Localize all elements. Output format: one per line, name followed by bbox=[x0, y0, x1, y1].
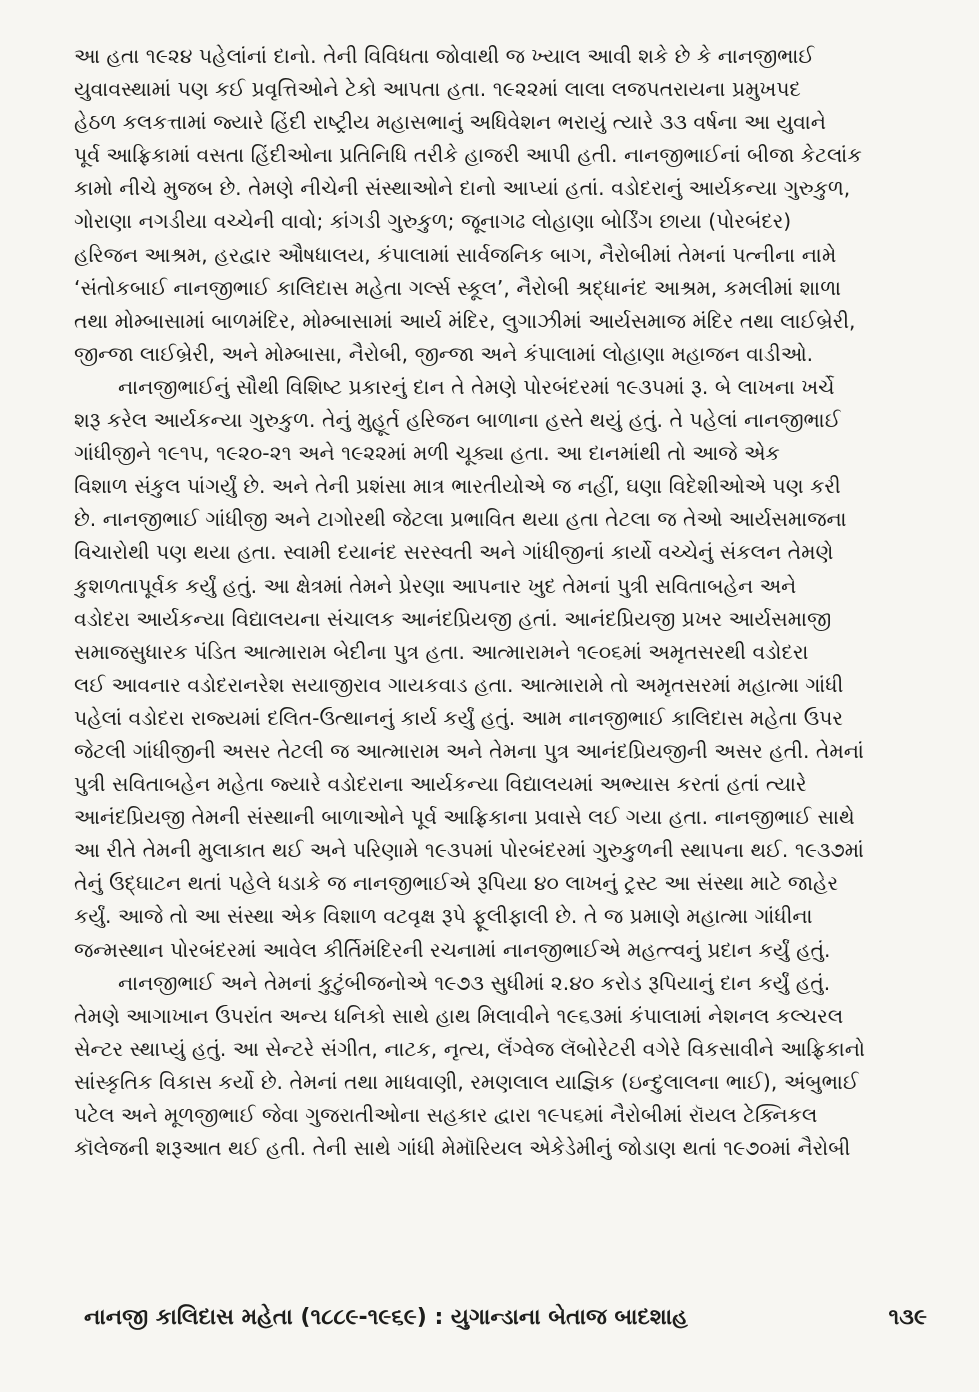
text-line: સમાજસુધારક પંડિત આત્મારામ બેદીના પુત્ર હતા. આત્મારામને ૧૯૦૬માં અમૃતસરથી વડોદરા bbox=[74, 639, 809, 664]
text-line: ગોરાણા નગડીયા વચ્ચેની વાવો; કાંગડી ગુરુકુળ; જૂનાગઢ લોહાણા બોર્ડિંગ છાયા (પોરબંદર) bbox=[74, 209, 792, 234]
paragraph-1 bbox=[74, 40, 926, 371]
text-line: કર્યું. આજે તો આ સંસ્થા એક વિશાળ વટવૃક્ષ રૂપે ફૂલીફાલી છે. તે જ પ્રમાણે મહાત્મા ગાંધીના bbox=[74, 904, 813, 929]
text-line: આનંદપ્રિયજી તેમની સંસ્થાની બાળાઓને પૂર્વ આફ્રિકાના પ્રવાસે લઈ ગયા હતા. નાનજીભાઈ સાથે bbox=[74, 805, 855, 830]
page-number: ૧૩૯ bbox=[888, 1305, 927, 1330]
text-line: નાનજીભાઈનું સૌથી વિશિષ્ટ પ્રકારનું દાન તે તેમણે પોરબંદરમાં ૧૯૩૫માં રૂ. બે લાખના ખર્ચે bbox=[118, 374, 835, 399]
text-line: આ રીતે તેમની મુલાકાત થઈ અને પરિણામે ૧૯૩૫માં પોરબંદરમાં ગુરુકુળની સ્થાપના થઈ. ૧૯૩૭માં bbox=[74, 838, 864, 863]
text-line: કૉલેજની શરૂઆત થઈ હતી. તેની સાથે ગાંધી મેમૉરિયલ એકેડેમીનું જોડાણ થતાં ૧૯૭૦માં નૈરોબી bbox=[74, 1136, 851, 1161]
text-line: જન્મસ્થાન પોરબંદરમાં આવેલ કીર્તિમંદિરની રચનામાં નાનજીભાઈએ મહત્ત્વનું પ્રદાન કર્યું હતું. bbox=[74, 937, 831, 962]
text-line: પટેલ અને મૂળજીભાઈ જેવા ગુજરાતીઓના સહકાર દ્વારા ૧૯૫૬માં નૈરોબીમાં રૉયલ ટેક્નિકલ bbox=[74, 1103, 818, 1127]
text-line: ‘સંતોકબાઈ નાનજીભાઈ કાલિદાસ મહેતા ગર્લ્સ સ્કૂલ’, નૈરોબી શ્રદ્ધાનંદ આશ્રમ, કમલીમાં શાળા bbox=[74, 275, 842, 300]
text-line: પહેલાં વડોદરા રાજ્યમાં દલિત-ઉત્થાનનું કાર્ય કર્યું હતું. આમ નાનજીભાઈ કાલિદાસ મહેતા ઉપર bbox=[74, 705, 843, 730]
text-line: આ હતા ૧૯૨૪ પહેલાંનાં દાનો. તેની વિવિધતા જોવાથી જ ખ્યાલ આવી શકે છે કે નાનજીભાઈ bbox=[74, 44, 815, 68]
body-text bbox=[74, 40, 926, 1165]
paragraph-3 bbox=[74, 967, 926, 1166]
text-line: નાનજીભાઈ અને તેમનાં કુટુંબીજનોએ ૧૯૭૩ સુધીમાં ૨.૪૦ કરોડ રૂપિયાનું દાન કર્યું હતું. bbox=[118, 970, 831, 995]
text-line: સેન્ટર સ્થાપ્યું હતું. આ સેન્ટરે સંગીત, નાટક, નૃત્ય, લૅંગ્વેજ લૅબોરેટરી વગેરે વિકસાવીને આફ્રિકાનો bbox=[74, 1036, 865, 1061]
text-line: હેઠળ કલકત્તામાં જ્યારે હિંદી રાષ્ટ્રીય મહાસભાનું અધિવેશન ભરાયું ત્યારે ૩૩ વર્ષના આ યુવાને bbox=[74, 110, 826, 135]
text-line: વિશાળ સંકુલ પાંગર્યું છે. અને તેની પ્રશંસા માત્ર ભારતીયોએ જ નહીં, ઘણા વિદેશીઓએ પણ કરી bbox=[74, 474, 841, 499]
text-line: તેમણે આગાખાન ઉપરાંત અન્ય ધનિકો સાથે હાથ મિલાવીને ૧૯૬૩માં કંપાલામાં નેશનલ કલ્ચરલ bbox=[74, 1003, 844, 1028]
text-line: કામો નીચે મુજબ છે. તેમણે નીચેની સંસ્થાઓને દાનો આપ્યાં હતાં. વડોદરાનું આર્યકન્યા ગુરુકુળ, bbox=[74, 176, 851, 201]
running-footer-title: નાનજી કાલિદાસ મહેતા (૧૮૮૯-૧૯૬૯) : યુગાન્ડાના બેતાજ બાદશાહ bbox=[84, 1305, 688, 1330]
text-line: જેટલી ગાંધીજીની અસર તેટલી જ આત્મારામ અને તેમના પુત્ર આનંદપ્રિયજીની અસર હતી. તેમનાં bbox=[74, 738, 864, 763]
text-line: શરૂ કરેલ આર્યકન્યા ગુરુકુળ. તેનું મુહૂર્ત હરિજન બાળાના હસ્તે થયું હતું. તે પહેલાં નાનજીભાઈ bbox=[74, 408, 841, 433]
paragraph-2 bbox=[74, 371, 926, 967]
text-line: સાંસ્કૃતિક વિકાસ કર્યો છે. તેમનાં તથા માધવાણી, રમણલાલ યાજ્ઞિક (ઇન્દુલાલના ભાઈ), અંબુભાઈ bbox=[74, 1069, 859, 1094]
text-line: યુવાવસ્થામાં પણ કઈ પ્રવૃત્તિઓને ટેકો આપતા હતા. ૧૯૨૨માં લાલા લજપતરાયના પ્રમુખપદ bbox=[74, 77, 801, 102]
text-line: લઈ આવનાર વડોદરાનરેશ સયાજીરાવ ગાયકવાડ હતા. આત્મારામે તો અમૃતસરમાં મહાત્મા ગાંધી bbox=[74, 672, 844, 697]
text-line: કુશળતાપૂર્વક કર્યું હતું. આ ક્ષેત્રમાં તેમને પ્રેરણા આપનાર ખુદ તેમનાં પુત્રી સવિતાબહેન અને bbox=[74, 573, 797, 598]
text-line: છે. નાનજીભાઈ ગાંધીજી અને ટાગોરથી જેટલા પ્રભાવિત થયા હતા તેટલા જ તેઓ આર્યસમાજના bbox=[74, 507, 847, 532]
text-line: વિચારોથી પણ થયા હતા. સ્વામી દયાનંદ સરસ્વતી અને ગાંધીજીનાં કાર્યો વચ્ચેનું સંકલન તેમણે bbox=[74, 540, 834, 565]
text-line: પુત્રી સવિતાબહેન મહેતા જ્યારે વડોદરાના આર્યકન્યા વિદ્યાલયમાં અભ્યાસ કરતાં હતાં ત્યારે bbox=[74, 772, 807, 797]
text-line: વડોદરા આર્યકન્યા વિદ્યાલયના સંચાલક આનંદપ્રિયજી હતાં. આનંદપ્રિયજી પ્રખર આર્યસમાજી bbox=[74, 606, 832, 631]
text-line: તેનું ઉદ્‌ઘાટન થતાં પહેલે ધડાકે જ નાનજીભાઈએ રૂપિયા ૪૦ લાખનું ટ્રસ્ટ આ સંસ્થા માટે જાહેર bbox=[74, 871, 839, 896]
page-footer bbox=[84, 1302, 927, 1334]
text-line: તથા મોમ્બાસામાં બાળમંદિર, મોમ્બાસામાં આર્ય મંદિર, લુગાઝીમાં આર્યસમાજ મંદિર તથા લાઈબ્રેરી, bbox=[74, 308, 856, 333]
text-line: જીન્જા લાઈબ્રેરી, અને મોમ્બાસા, નૈરોબી, જીન્જા અને કંપાલામાં લોહાણા મહાજન વાડીઓ. bbox=[74, 341, 814, 366]
text-line: હરિજન આશ્રમ, હરદ્વાર ઔષધાલય, કંપાલામાં સાર્વજનિક બાગ, નૈરોબીમાં તેમનાં પત્નીના નામે bbox=[74, 242, 837, 267]
text-line: પૂર્વ આફ્રિકામાં વસતા હિંદીઓના પ્રતિનિધિ તરીકે હાજરી આપી હતી. નાનજીભાઈનાં બીજા કેટલાંક bbox=[74, 143, 862, 168]
text-line: ગાંધીજીને ૧૯૧૫, ૧૯૨૦-૨૧ અને ૧૯૨૨માં મળી ચૂક્યા હતા. આ દાનમાંથી તો આજે એક bbox=[74, 441, 780, 466]
